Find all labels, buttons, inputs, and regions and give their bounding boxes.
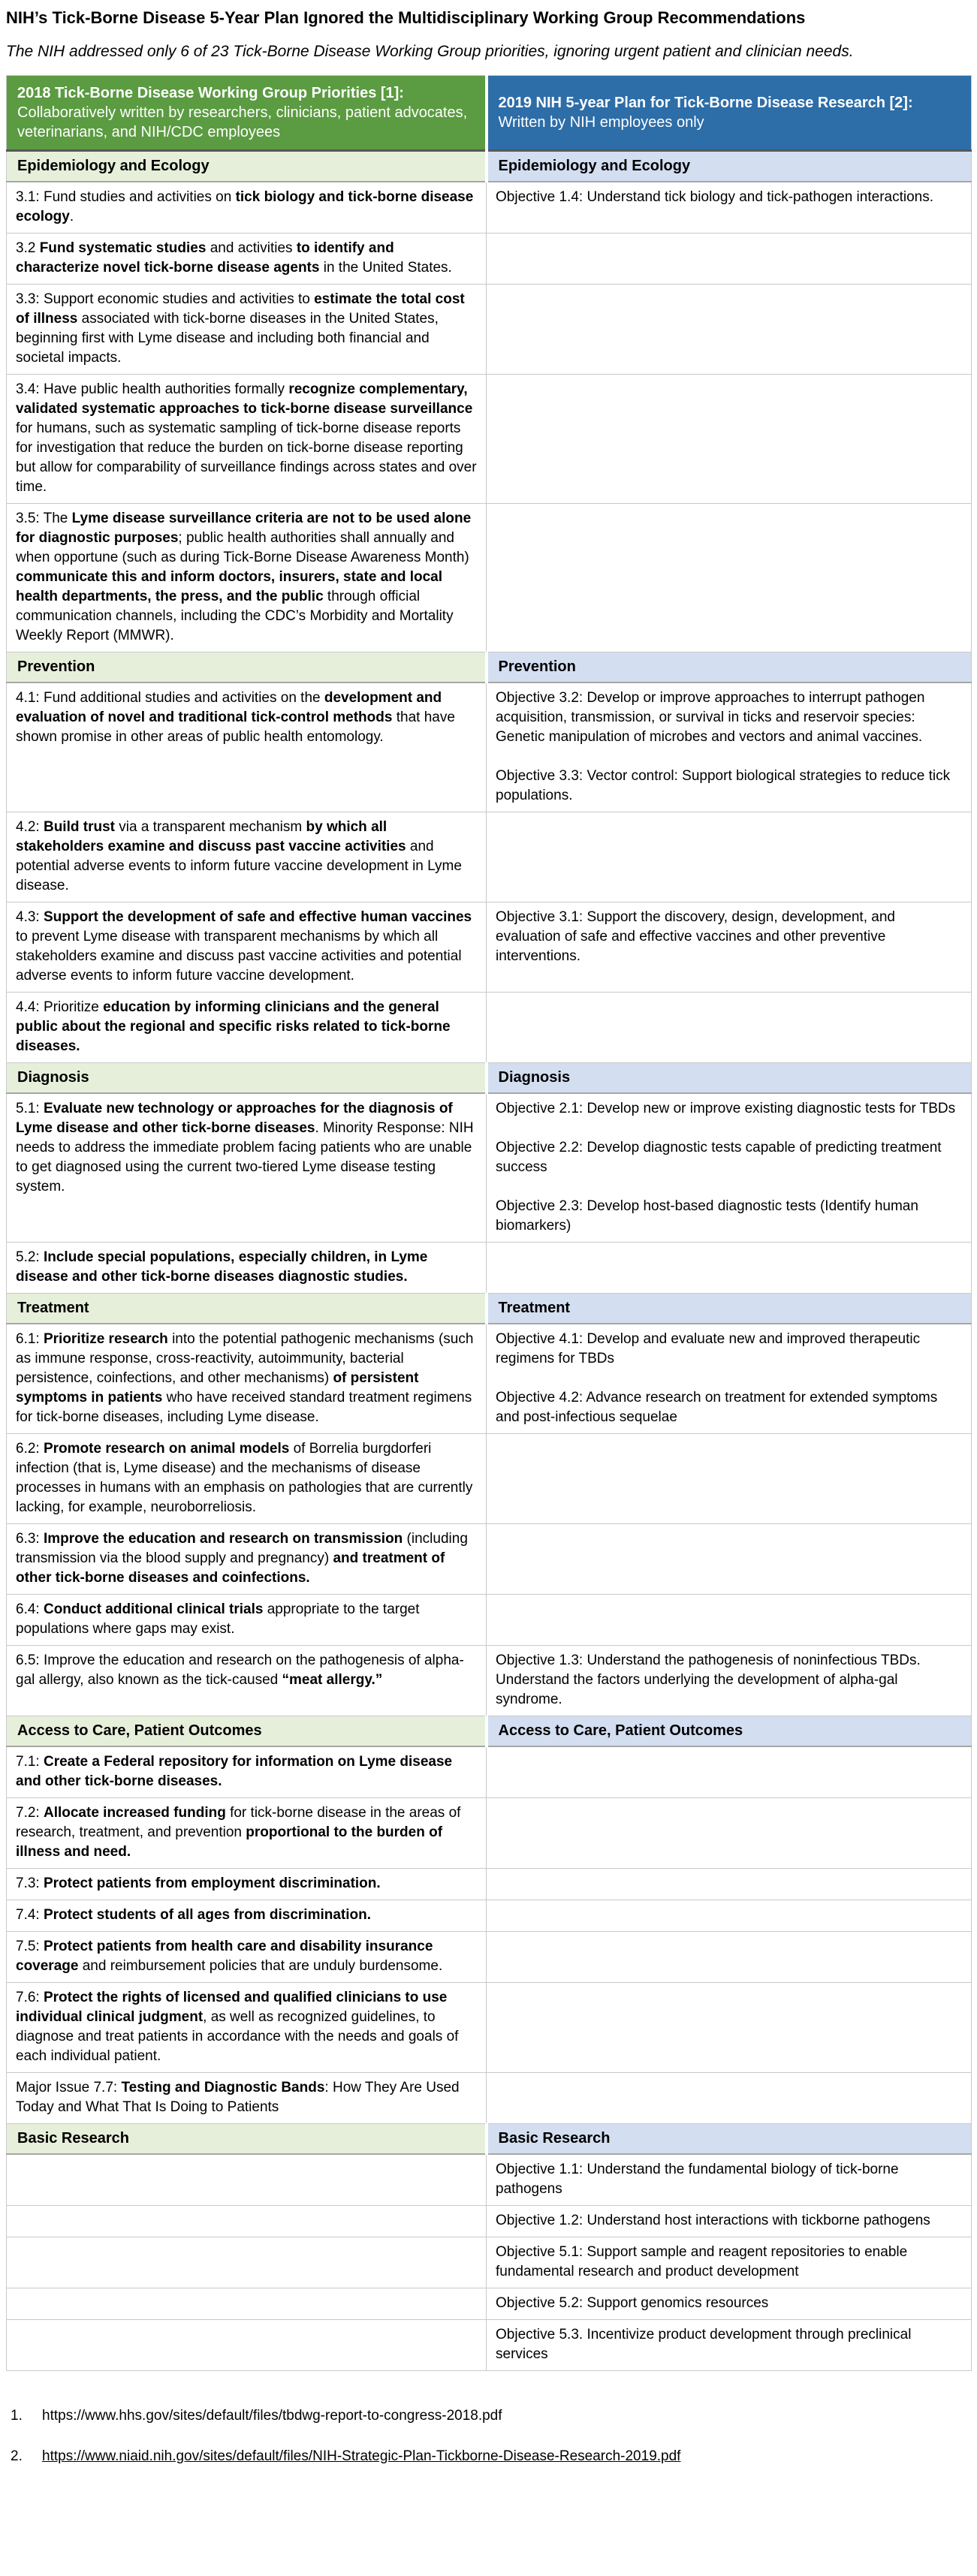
priority-cell: 7.2: Allocate increased funding for tick-borne disease in the areas of research, treatment, and prevention proportional to the burden of illness and need. [7, 1798, 487, 1869]
priority-cell: 6.1: Prioritize research into the potential pathogenic mechanisms (such as immune response, cross-reactivity, autoimmunity, bacterial persistence, coinfections, and other mechanisms) of persistent symptoms in patients who have received standard treatment regimens for tick-borne diseases, including Lyme disease. [7, 1324, 487, 1434]
objective-cell: Objective 1.1: Understand the fundamental biology of tick-borne pathogens [487, 2154, 972, 2206]
reference-item-2 [6, 2446, 971, 2466]
objective-cell: Objective 4.1: Develop and evaluate new and improved therapeutic regimens for TBDs Objective 4.2: Advance research on treatment for extended symptoms and post-infectious sequelae [487, 1324, 972, 1434]
table-row [7, 1093, 972, 1243]
objective-cell: Objective 2.1: Develop new or improve existing diagnostic tests for TBDs Objective 2.2: Develop diagnostic tests capable of predicting treatment success Objective 2.3: Develop host-based diagnostic tests (Identify human biomarkers) [487, 1093, 972, 1243]
table-row [7, 233, 972, 285]
priority-cell: 5.1: Evaluate new technology or approaches for the diagnosis of Lyme disease and other tick-borne diseases. Minority Response: NIH needs to address the immediate problem facing patients who are unable to get diagnosed using the current two-tiered Lyme disease testing system. [7, 1093, 487, 1243]
column-header-2018-working-group [7, 76, 487, 151]
page-subtitle: The NIH addressed only 6 of 23 Tick-Borne Disease Working Group priorities, ignoring urgent patient and clinician needs. [6, 43, 854, 60]
objective-cell [487, 2073, 972, 2124]
section-header-right-1: Prevention [487, 652, 972, 683]
column-header-2019-subtitle: Written by NIH employees only [498, 114, 704, 131]
objective-cell: Objective 1.2: Understand host interactions with tickborne pathogens [487, 2206, 972, 2237]
priority-cell: 7.6: Protect the rights of licensed and qualified clinicians to use individual clinical judgment, as well as recognized guidelines, to diagnose and treat patients in accordance with the needs and goals of each individual patient. [7, 1983, 487, 2073]
priority-cell [7, 2320, 487, 2371]
section-band-row [7, 151, 972, 182]
table-row [7, 682, 972, 812]
column-header-2019-nih-plan [487, 76, 972, 151]
priority-cell: 3.3: Support economic studies and activities to estimate the total cost of illness associated with tick-borne diseases in the United States, beginning first with Lyme disease and including both financial and societal impacts. [7, 285, 487, 375]
objective-cell [487, 1595, 972, 1646]
section-band-row [7, 1716, 972, 1747]
column-header-2019-title: 2019 NIH 5-year Plan for Tick-Borne Disease Research [2]: [498, 95, 913, 111]
priority-cell: Major Issue 7.7: Testing and Diagnostic Bands: How They Are Used Today and What That Is Doing to Patients [7, 2073, 487, 2124]
objective-cell: Objective 5.3. Incentivize product development through preclinical services [487, 2320, 972, 2371]
table-row [7, 1746, 972, 1798]
reference-item-1 [6, 2406, 971, 2426]
priority-cell: 7.5: Protect patients from health care and disability insurance coverage and reimbursement policies that are unduly burdensome. [7, 1932, 487, 1983]
objective-cell [487, 1932, 972, 1983]
table-row [7, 182, 972, 233]
objective-cell: Objective 1.4: Understand tick biology and tick-pathogen interactions. [487, 182, 972, 233]
priority-cell: 3.4: Have public health authorities formally recognize complementary, validated systematic approaches to tick-borne disease surveillance for humans, such as systematic sampling of tick-borne disease reports for investigation that reduce the burden on tick-borne disease reporting but allow for comparability of surveillance findings across states and over time. [7, 375, 487, 504]
objective-cell [487, 1798, 972, 1869]
objective-cell [487, 1869, 972, 1900]
priority-cell: 3.1: Fund studies and activities on tick biology and tick-borne disease ecology. [7, 182, 487, 233]
objective-cell [487, 1983, 972, 2073]
priority-cell: 5.2: Include special populations, especially children, in Lyme disease and other tick-borne diseases diagnostic studies. [7, 1243, 487, 1294]
references-list [6, 2406, 971, 2466]
priority-cell: 6.4: Conduct additional clinical trials appropriate to the target populations where gaps may exist. [7, 1595, 487, 1646]
table-row [7, 375, 972, 504]
section-header-right-2: Diagnosis [487, 1063, 972, 1094]
table-row [7, 1646, 972, 1716]
table-row [7, 1524, 972, 1595]
comparison-table [6, 75, 972, 2371]
objective-cell [487, 233, 972, 285]
table-row [7, 2073, 972, 2124]
section-band-row [7, 1294, 972, 1324]
priority-cell: 4.1: Fund additional studies and activities on the development and evaluation of novel and traditional tick-control methods that have shown promise in other areas of public health entomology. [7, 682, 487, 812]
section-header-right-3: Treatment [487, 1294, 972, 1324]
priority-cell: 3.5: The Lyme disease surveillance criteria are not to be used alone for diagnostic purposes; public health authorities shall annually and when opportune (such as during Tick-Borne Disease Awareness Month) communicate this and inform doctors, insurers, state and local health departments, the press, and the public through official communication channels, including the CDC’s Morbidity and Mortality Weekly Report (MMWR). [7, 504, 487, 652]
section-header-left-0: Epidemiology and Ecology [7, 151, 487, 182]
table-row [7, 2237, 972, 2288]
objective-cell [487, 1524, 972, 1595]
objective-cell: Objective 5.1: Support sample and reagent repositories to enable fundamental research and product development [487, 2237, 972, 2288]
priority-cell: 4.3: Support the development of safe and effective human vaccines to prevent Lyme disease with transparent mechanisms by which all stakeholders examine and discuss past vaccine activities and potential adverse events to inform future vaccine development. [7, 902, 487, 993]
table-row [7, 902, 972, 993]
objective-cell: Objective 1.3: Understand the pathogenesis of noninfectious TBDs. Understand the factors underlying the development of alpha-gal syndrome. [487, 1646, 972, 1716]
priority-cell: 7.4: Protect students of all ages from discrimination. [7, 1900, 487, 1932]
table-row [7, 812, 972, 902]
priority-cell: 6.3: Improve the education and research on transmission (including transmission via the blood supply and pregnancy) and treatment of other tick-borne diseases and coinfections. [7, 1524, 487, 1595]
priority-cell: 3.2 Fund systematic studies and activities to identify and characterize novel tick-borne disease agents in the United States. [7, 233, 487, 285]
objective-cell: Objective 3.2: Develop or improve approaches to interrupt pathogen acquisition, transmission, or survival in ticks and reservoir species: Genetic manipulation of microbes and vectors and animal vaccines. Objective 3.3: Vector control: Support biological strategies to reduce tick populations. [487, 682, 972, 812]
priority-cell: 6.5: Improve the education and research on the pathogenesis of alpha-gal allergy, also known as the tick-caused “meat allergy.” [7, 1646, 487, 1716]
table-header-row [7, 76, 972, 151]
reference-url-2-link[interactable]: https://www.niaid.nih.gov/sites/default/files/NIH-Strategic-Plan-Tickborne-Disease-Research-2019.pdf [42, 2448, 681, 2464]
objective-cell [487, 1900, 972, 1932]
section-band-row [7, 652, 972, 683]
table-row [7, 1983, 972, 2073]
reference-number: 2. [11, 2448, 23, 2464]
table-row [7, 1243, 972, 1294]
reference-number: 1. [11, 2408, 23, 2424]
priority-cell: 7.1: Create a Federal repository for information on Lyme disease and other tick-borne diseases. [7, 1746, 487, 1798]
table-row [7, 2320, 972, 2371]
table-row [7, 993, 972, 1063]
section-header-right-0: Epidemiology and Ecology [487, 151, 972, 182]
section-header-left-5: Basic Research [7, 2124, 487, 2155]
section-header-left-2: Diagnosis [7, 1063, 487, 1094]
objective-cell: Objective 5.2: Support genomics resources [487, 2288, 972, 2320]
priority-cell: 4.2: Build trust via a transparent mechanism by which all stakeholders examine and discuss past vaccine activities and potential adverse events to inform future vaccine development in Lyme disease. [7, 812, 487, 902]
page-title: NIH’s Tick-Borne Disease 5-Year Plan Ignored the Multidisciplinary Working Group Recommendations [6, 8, 806, 27]
priority-cell [7, 2206, 487, 2237]
table-row [7, 1595, 972, 1646]
table-row [7, 1900, 972, 1932]
section-header-right-4: Access to Care, Patient Outcomes [487, 1716, 972, 1747]
objective-cell [487, 1243, 972, 1294]
objective-cell [487, 993, 972, 1063]
table-row [7, 2288, 972, 2320]
objective-cell: Objective 3.1: Support the discovery, design, development, and evaluation of safe and effective vaccines and other preventive interventions. [487, 902, 972, 993]
objective-cell [487, 285, 972, 375]
table-row [7, 1869, 972, 1900]
reference-url-1: https://www.hhs.gov/sites/default/files/tbdwg-report-to-congress-2018.pdf [42, 2408, 502, 2424]
priority-cell: 4.4: Prioritize education by informing clinicians and the general public about the regional and specific risks related to tick-borne diseases. [7, 993, 487, 1063]
priority-cell [7, 2154, 487, 2206]
priority-cell: 7.3: Protect patients from employment discrimination. [7, 1869, 487, 1900]
objective-cell [487, 812, 972, 902]
column-header-2018-title: 2018 Tick-Borne Disease Working Group Priorities [1]: [17, 85, 404, 101]
objective-cell [487, 504, 972, 652]
objective-cell [487, 375, 972, 504]
section-header-left-1: Prevention [7, 652, 487, 683]
section-header-left-4: Access to Care, Patient Outcomes [7, 1716, 487, 1747]
table-row [7, 285, 972, 375]
priority-cell: 6.2: Promote research on animal models of Borrelia burgdorferi infection (that is, Lyme disease) and the mechanisms of disease processes in humans with an emphasis on pathologies that are currently lacking, for example, neuroborreliosis. [7, 1434, 487, 1524]
table-row [7, 1798, 972, 1869]
objective-cell [487, 1434, 972, 1524]
priority-cell [7, 2288, 487, 2320]
section-band-row [7, 2124, 972, 2155]
table-row [7, 1434, 972, 1524]
section-band-row [7, 1063, 972, 1094]
priority-cell [7, 2237, 487, 2288]
table-row [7, 1324, 972, 1434]
section-header-right-5: Basic Research [487, 2124, 972, 2155]
table-row [7, 504, 972, 652]
section-header-left-3: Treatment [7, 1294, 487, 1324]
table-row [7, 2206, 972, 2237]
objective-cell [487, 1746, 972, 1798]
table-row [7, 1932, 972, 1983]
column-header-2018-subtitle: Collaboratively written by researchers, clinicians, patient advocates, veterinarians, and NIH/CDC employees [17, 104, 468, 140]
table-row [7, 2154, 972, 2206]
